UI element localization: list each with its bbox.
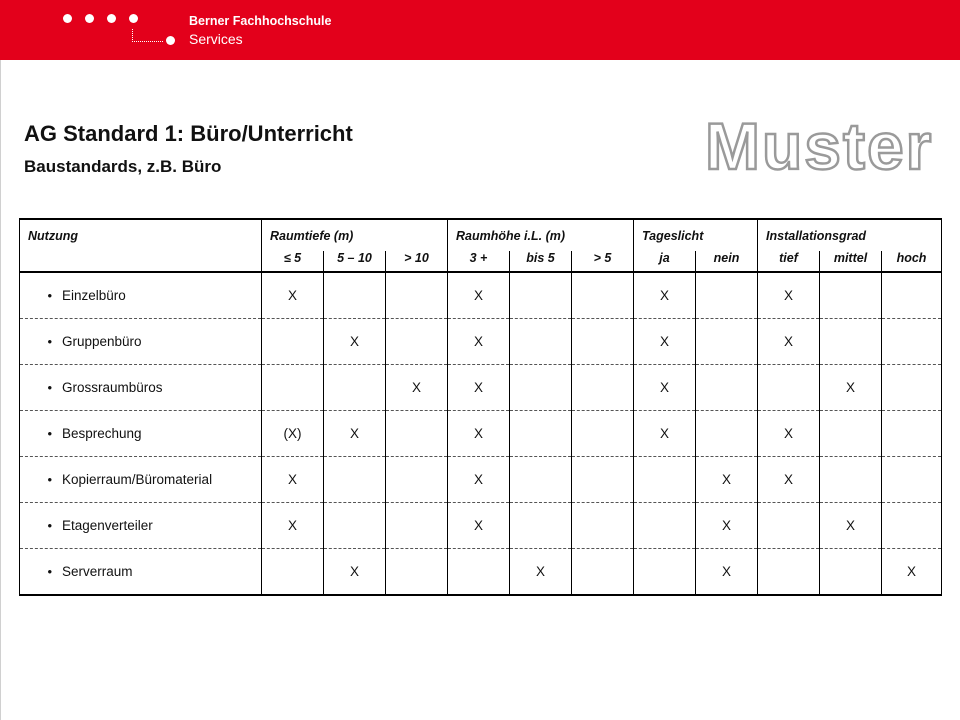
table-cell — [324, 272, 386, 319]
table-cell: X — [448, 272, 510, 319]
header-installationsgrad: Installationsgrad — [758, 219, 942, 251]
table-cell — [634, 549, 696, 596]
table-cell: X — [448, 365, 510, 411]
subheader-cell: ≤ 5 — [262, 251, 324, 272]
table-cell — [510, 272, 572, 319]
use-cell — [20, 503, 262, 549]
subheader-cell: > 5 — [572, 251, 634, 272]
table-row — [20, 365, 942, 411]
subheader-cell: mittel — [820, 251, 882, 272]
table-cell — [386, 411, 448, 457]
bullet-icon: • — [47, 564, 52, 579]
table-cell — [696, 272, 758, 319]
table-cell — [820, 319, 882, 365]
table-cell: X — [696, 503, 758, 549]
table-cell: X — [262, 457, 324, 503]
logo-dot-1 — [63, 14, 72, 23]
table-cell: X — [448, 457, 510, 503]
table-cell — [820, 411, 882, 457]
table-cell: X — [386, 365, 448, 411]
table-cell — [510, 503, 572, 549]
table-cell — [262, 319, 324, 365]
table-cell: X — [448, 411, 510, 457]
table-cell — [820, 272, 882, 319]
table-cell: X — [448, 319, 510, 365]
table-cell: X — [262, 503, 324, 549]
standards-table — [19, 218, 942, 596]
header-nutzung: Nutzung — [20, 219, 262, 272]
table-cell — [262, 365, 324, 411]
header-tageslicht: Tageslicht — [634, 219, 758, 251]
table-row — [20, 319, 942, 365]
table-cell: X — [758, 411, 820, 457]
table-cell: X — [758, 319, 820, 365]
table-cell — [882, 503, 942, 549]
table-cell: X — [324, 319, 386, 365]
subheader-cell: > 10 — [386, 251, 448, 272]
org-subtitle: Services — [189, 31, 243, 47]
watermark-muster: Muster — [705, 109, 934, 183]
subheader-cell: ja — [634, 251, 696, 272]
use-label: Gruppenbüro — [62, 334, 142, 349]
table-cell — [448, 549, 510, 596]
bullet-icon: • — [47, 518, 52, 533]
bullet-icon: • — [47, 426, 52, 441]
table-cell: X — [324, 549, 386, 596]
table-cell — [820, 549, 882, 596]
use-label: Kopierraum/Büromaterial — [62, 472, 213, 487]
use-cell — [20, 319, 262, 365]
table-cell — [758, 365, 820, 411]
table-cell — [758, 503, 820, 549]
use-label: Serverraum — [62, 564, 133, 579]
use-label: Besprechung — [62, 426, 142, 441]
table-cell: X — [510, 549, 572, 596]
table-cell — [386, 549, 448, 596]
table-cell: X — [448, 503, 510, 549]
table-cell — [386, 319, 448, 365]
table-cell — [572, 272, 634, 319]
use-label: Einzelbüro — [62, 288, 126, 303]
logo-dot-4 — [129, 14, 138, 23]
header-raumtiefe: Raumtiefe (m) — [262, 219, 448, 251]
table-cell — [758, 549, 820, 596]
use-cell — [20, 411, 262, 457]
table-cell — [324, 457, 386, 503]
subheader-cell: 3 + — [448, 251, 510, 272]
table-cell: X — [758, 457, 820, 503]
table-cell: X — [820, 503, 882, 549]
table-cell — [696, 411, 758, 457]
table-cell: X — [634, 272, 696, 319]
table-cell — [572, 549, 634, 596]
table-row — [20, 503, 942, 549]
use-label: Grossraumbüros — [62, 380, 163, 395]
table-row — [20, 457, 942, 503]
table-row — [20, 549, 942, 596]
logo-connector — [132, 29, 163, 42]
table-cell — [386, 503, 448, 549]
table-cell: X — [820, 365, 882, 411]
table-cell — [634, 457, 696, 503]
bullet-icon: • — [47, 380, 52, 395]
subheader-cell: 5 – 10 — [324, 251, 386, 272]
table-cell — [572, 365, 634, 411]
table-cell — [882, 319, 942, 365]
table-cell: X — [634, 365, 696, 411]
table-cell — [324, 365, 386, 411]
table-cell — [324, 503, 386, 549]
subheader-cell: tief — [758, 251, 820, 272]
table-cell — [262, 549, 324, 596]
table-cell — [510, 365, 572, 411]
slide-subtitle: Baustandards, z.B. Büro — [24, 157, 222, 176]
table-cell — [386, 272, 448, 319]
table-cell — [386, 457, 448, 503]
logo-dot-2 — [85, 14, 94, 23]
table-cell: X — [882, 549, 942, 596]
use-cell — [20, 457, 262, 503]
use-cell — [20, 549, 262, 596]
table-cell — [696, 319, 758, 365]
subheader-cell: bis 5 — [510, 251, 572, 272]
table-cell — [820, 457, 882, 503]
table-cell — [882, 457, 942, 503]
use-label: Etagenverteiler — [62, 518, 153, 533]
table-cell: X — [262, 272, 324, 319]
table-cell — [572, 319, 634, 365]
table-cell — [510, 319, 572, 365]
table-cell — [882, 272, 942, 319]
slide-left-border — [0, 60, 1, 720]
table-cell: X — [634, 319, 696, 365]
table-cell: X — [696, 549, 758, 596]
bullet-icon: • — [47, 334, 52, 349]
table-cell — [510, 411, 572, 457]
table-body — [20, 272, 942, 595]
table-cell: X — [758, 272, 820, 319]
table-cell: X — [696, 457, 758, 503]
table-cell — [572, 411, 634, 457]
use-cell — [20, 272, 262, 319]
header-bar — [0, 0, 960, 60]
table-cell — [696, 365, 758, 411]
table-cell — [510, 457, 572, 503]
header-raumhoehe: Raumhöhe i.L. (m) — [448, 219, 634, 251]
table-cell — [572, 457, 634, 503]
table-cell — [634, 503, 696, 549]
table-cell: X — [634, 411, 696, 457]
table-cell: (X) — [262, 411, 324, 457]
table-row — [20, 411, 942, 457]
subheader-cell: nein — [696, 251, 758, 272]
use-cell — [20, 365, 262, 411]
table-cell — [882, 365, 942, 411]
slide-title: AG Standard 1: Büro/Unterricht — [24, 121, 353, 146]
bullet-icon: • — [47, 472, 52, 487]
bullet-icon: • — [47, 288, 52, 303]
logo-dot-5 — [166, 36, 175, 45]
table-cell: X — [324, 411, 386, 457]
logo-dot-3 — [107, 14, 116, 23]
org-name: Berner Fachhochschule — [189, 14, 332, 28]
table-cell — [572, 503, 634, 549]
table-row — [20, 272, 942, 319]
table-cell — [882, 411, 942, 457]
subheader-cell: hoch — [882, 251, 942, 272]
